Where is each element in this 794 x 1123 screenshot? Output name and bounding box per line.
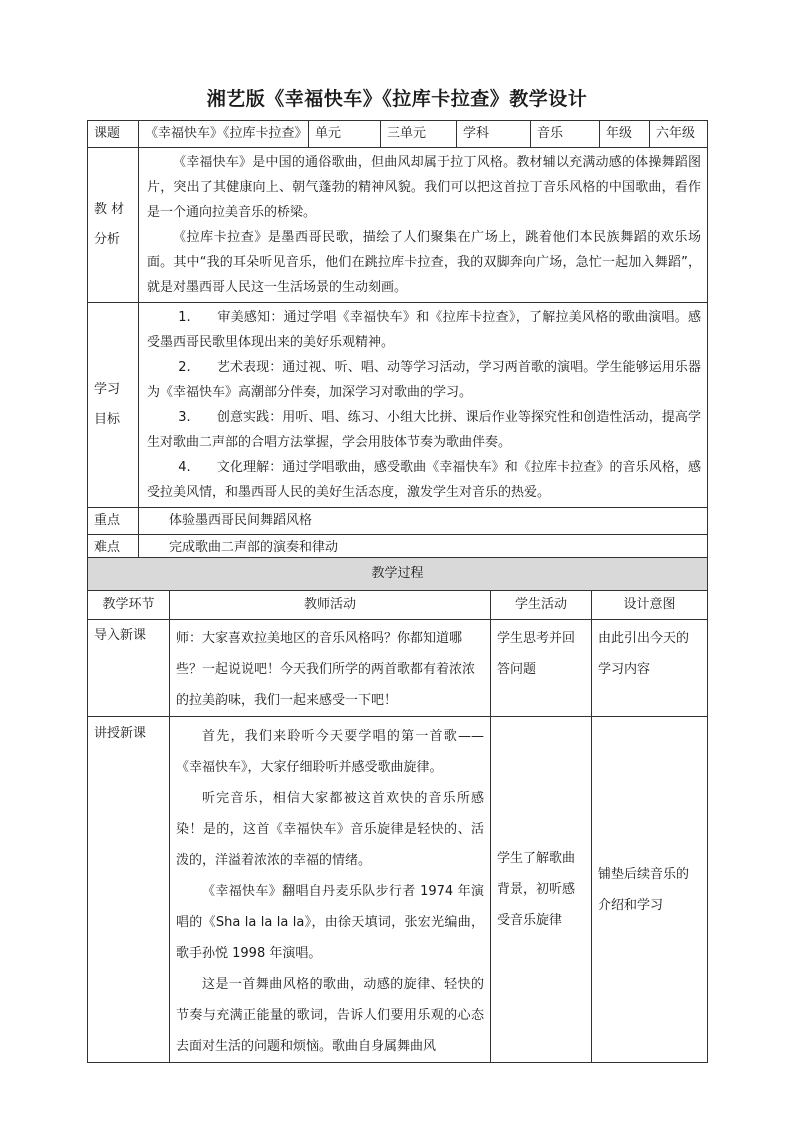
intent-lesson: 铺垫后续音乐的介绍和学习 [592, 717, 708, 1063]
key-point-row [88, 508, 708, 535]
key-point-label: 重点 [88, 508, 139, 535]
process-header-row [88, 558, 708, 591]
material-analysis-row [88, 148, 708, 303]
goal-item-3: 3. 创意实践：用听、唱、练习、小组大比拼、课后作业等探究性和创造性活动，提高学生对歌曲二声部的合唱方法掌握，学会用肢体节奏为歌曲伴奏。 [147, 410, 701, 450]
goal-item-4: 4. 文化理解：通过学唱歌曲，感受歌曲《幸福快车》和《拉库卡拉查》的音乐风格，感受拉美风情，和墨西哥人民的美好生活态度，激发学生对音乐的热爱。 [147, 460, 701, 500]
learning-goals-content [139, 303, 708, 508]
learning-goals-row [88, 303, 708, 508]
stage-lesson: 讲授新课 [88, 717, 170, 1063]
student-lesson: 学生了解歌曲背景，初听感受音乐旋律 [491, 717, 592, 1063]
stage-intro: 导入新课 [88, 620, 170, 717]
process-row-intro [88, 620, 708, 717]
goal-item-2: 2. 艺术表现：通过视、听、唱、动等学习活动，学习两首歌的演唱。学生能够运用乐器为《幸福快车》高潮部分伴奏，加深学习对歌曲的学习。 [147, 360, 701, 400]
column-intent: 设计意图 [592, 591, 708, 620]
difficulty-value: 完成歌曲二声部的演奏和律动 [139, 535, 708, 562]
teacher-lesson-paragraph-4: 这是一首舞曲风格的歌曲，动感的旋律、轻快的节奏与充满正能量的歌词，告诉人们要用乐观的心态去面对生活的问题和烦恼。歌曲自身属舞曲风 [176, 977, 484, 1054]
column-teacher: 教师活动 [170, 591, 491, 620]
column-stage: 教学环节 [88, 591, 170, 620]
material-analysis-label: 教 材 分析 [88, 148, 139, 303]
teacher-lesson-paragraph-3: 《幸福快车》翻唱自丹麦乐队步行者 1974 年演唱的《Sha la la la la》，由徐天填词，张宏光编曲，歌手孙悦 1998 年演唱。 [176, 884, 484, 961]
subject-label: 学科 [457, 121, 531, 148]
grade-value: 六年级 [650, 121, 708, 148]
subject-value: 音乐 [531, 121, 600, 148]
material-analysis-content [139, 148, 708, 303]
teacher-intro [170, 620, 491, 717]
column-student: 学生活动 [491, 591, 592, 620]
process-header: 教学过程 [88, 558, 708, 591]
difficulty-label: 难点 [88, 535, 139, 562]
material-paragraph-2: 《拉库卡拉查》是墨西哥民歌，描绘了人们聚集在广场上，跳着他们本民族舞蹈的欢乐场面。其中“我的耳朵听见音乐，他们在跳拉库卡拉查，我的双脚奔向广场，急忙一起加入舞蹈”，就是对墨西哥人民这一生活场景的生动刻画。 [147, 230, 701, 295]
student-intro: 学生思考并回答问题 [491, 620, 592, 717]
course-label: 课题 [88, 121, 139, 148]
teacher-lesson-paragraph-1: 首先，我们来聆听今天要学唱的第一首歌——《幸福快车》，大家仔细聆听并感受歌曲旋律。 [176, 729, 484, 775]
process-column-headers [88, 591, 708, 620]
unit-value: 三单元 [381, 121, 457, 148]
learning-goals-label: 学习 目标 [88, 303, 139, 508]
material-paragraph-1: 《幸福快车》是中国的通俗歌曲，但曲风却属于拉丁风格。教材辅以充满动感的体操舞蹈图片，突出了其健康向上、朝气蓬勃的精神风貌。我们可以把这首拉丁音乐风格的中国歌曲，看作是一个通向拉美音乐的桥梁。 [147, 155, 701, 220]
info-table [87, 120, 708, 562]
intent-intro: 由此引出今天的学习内容 [592, 620, 708, 717]
course-row [88, 121, 708, 148]
teacher-lesson [170, 717, 491, 1063]
teacher-lesson-paragraph-2: 听完音乐，相信大家都被这首欢快的音乐所感染！是的，这首《幸福快车》音乐旋律是轻快的、活泼的，洋溢着浓浓的幸福的情绪。 [176, 791, 484, 868]
process-row-lesson [88, 717, 708, 1063]
document-title: 湘艺版《幸福快车》《拉库卡拉查》教学设计 [206, 88, 588, 110]
grade-label: 年级 [600, 121, 650, 148]
key-point-value: 体验墨西哥民间舞蹈风格 [139, 508, 708, 535]
course-value: 《幸福快车》《拉库卡拉查》 [139, 121, 309, 148]
teaching-process-table [87, 557, 708, 1063]
teacher-intro-text: 师：大家喜欢拉美地区的音乐风格吗？你都知道哪些？一起说说吧！今天我们所学的两首歌都有着浓浓的拉美韵味，我们一起来感受一下吧！ [176, 631, 476, 708]
unit-label: 单元 [309, 121, 381, 148]
goal-item-1: 1. 审美感知：通过学唱《幸福快车》和《拉库卡拉查》，了解拉美风格的歌曲演唱。感受墨西哥民歌里体现出来的美好乐观精神。 [147, 310, 701, 350]
